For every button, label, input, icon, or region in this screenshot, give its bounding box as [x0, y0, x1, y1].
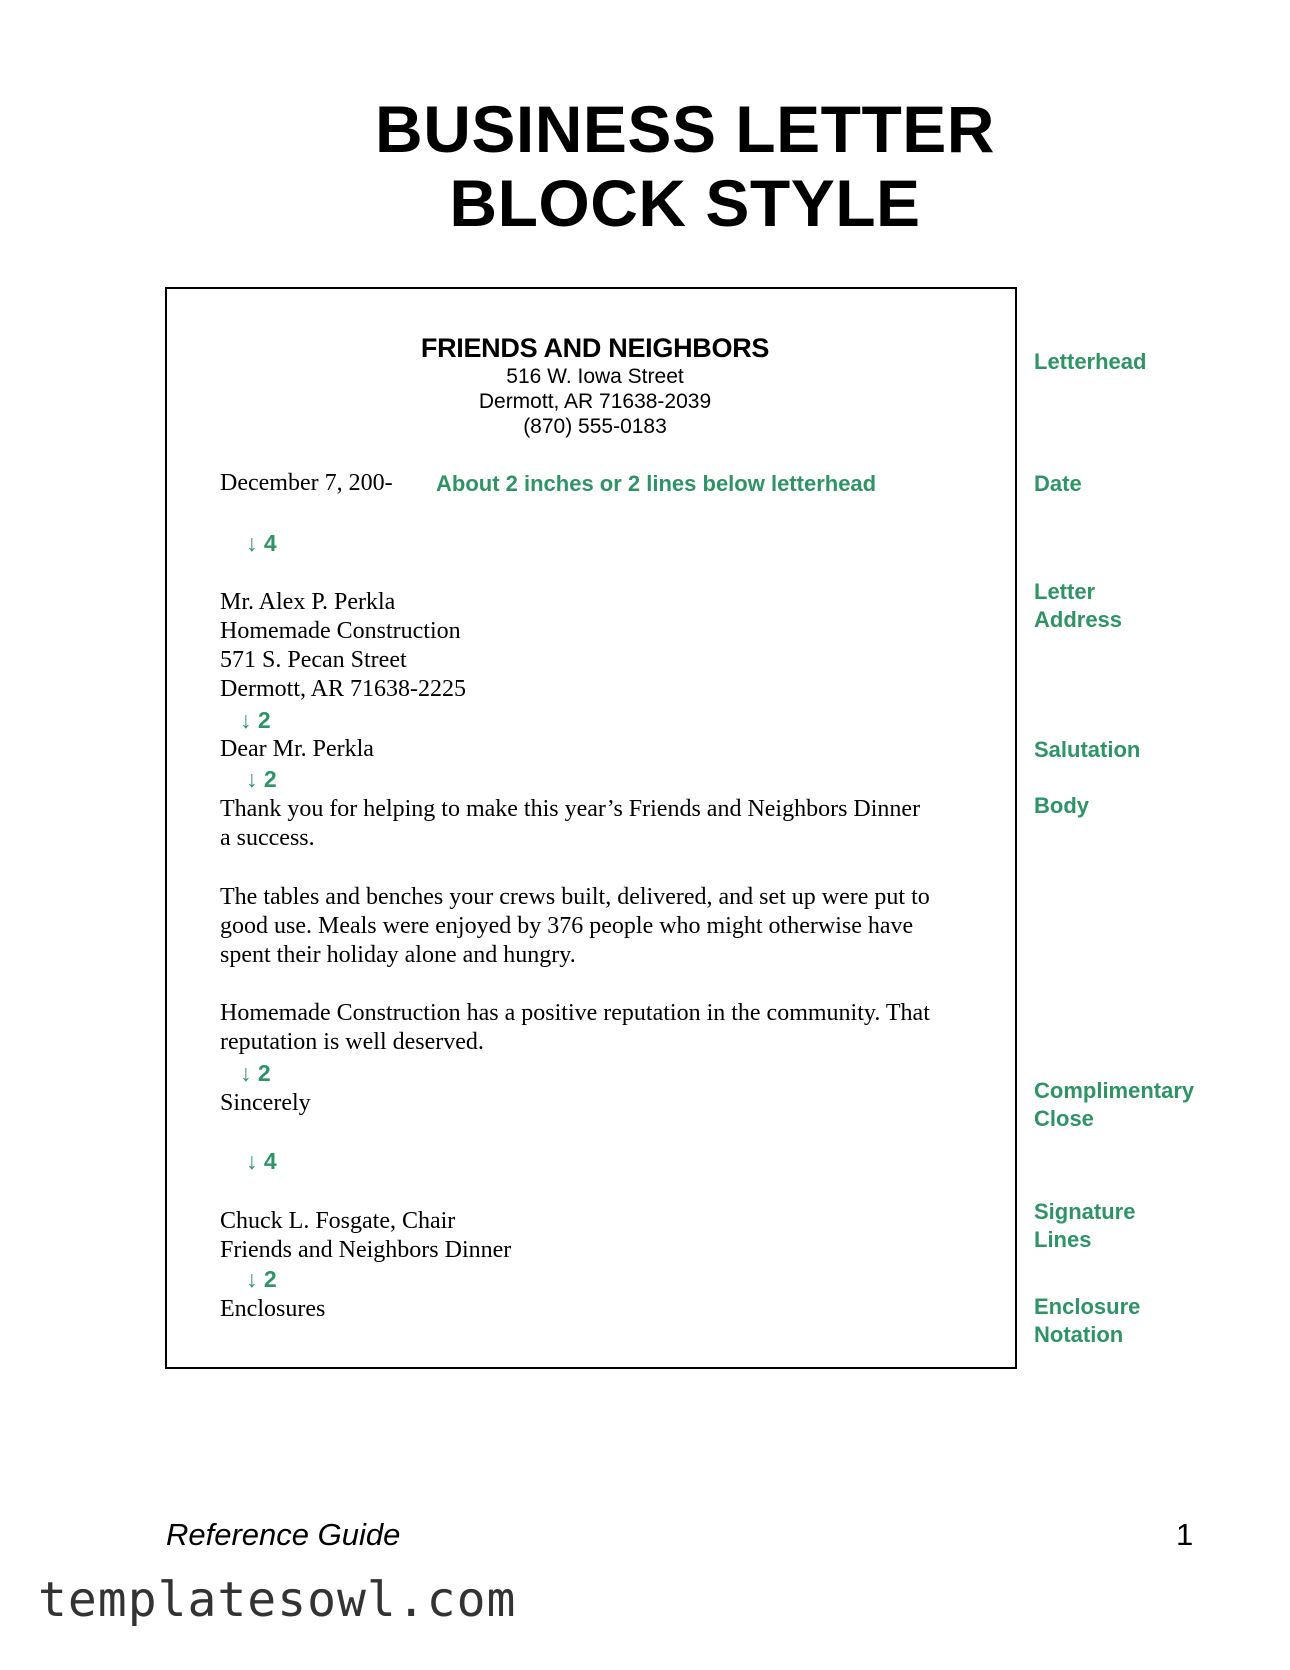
label-body: Body [1034, 793, 1089, 818]
spacing-marker-after-salutation: ↓ 2 [246, 766, 277, 792]
address-line: Dermott, AR 71638-2225 [220, 676, 466, 702]
title-line-2: BLOCK STYLE [449, 166, 921, 240]
body-line: Homemade Construction has a positive reputation in the community. That [220, 1000, 930, 1026]
page-title [0, 92, 1290, 240]
label-date: Date [1034, 471, 1082, 496]
spacing-marker-after-close: ↓ 4 [246, 1148, 277, 1174]
address-line: Homemade Construction [220, 618, 461, 644]
label-complimentary-close [1034, 1077, 1194, 1133]
address-line: 571 S. Pecan Street [220, 647, 407, 673]
body-line: The tables and benches your crews built, delivered, and set up were put to [220, 884, 930, 910]
label-line: Lines [1034, 1227, 1092, 1252]
label-letterhead: Letterhead [1034, 349, 1147, 374]
body-line: Thank you for helping to make this year’s Friends and Neighbors Dinner [220, 796, 921, 822]
label-line: Complimentary [1034, 1078, 1195, 1103]
signature-line: Friends and Neighbors Dinner [220, 1237, 512, 1263]
label-line: Address [1034, 607, 1123, 632]
salutation: Dear Mr. Perkla [220, 736, 374, 762]
spacing-marker-after-date: ↓ 4 [246, 530, 277, 556]
letterhead-name: FRIENDS AND NEIGHBORS [420, 333, 770, 363]
watermark: templatesowl.com [38, 1572, 517, 1628]
complimentary-close: Sincerely [220, 1090, 311, 1116]
label-signature-lines [1034, 1198, 1135, 1254]
spacing-marker-after-body: ↓ 2 [240, 1060, 271, 1086]
label-line: Notation [1034, 1322, 1124, 1347]
label-enclosure-notation [1034, 1293, 1140, 1349]
enclosure-notation: Enclosures [220, 1296, 326, 1322]
footer-title: Reference Guide [166, 1517, 401, 1552]
letter-date: December 7, 200- [220, 470, 393, 496]
spacing-marker-after-signature: ↓ 2 [246, 1266, 277, 1292]
address-line: Mr. Alex P. Perkla [220, 589, 396, 615]
letterhead-phone: (870) 555-0183 [523, 415, 667, 438]
body-line: reputation is well deserved. [220, 1029, 484, 1055]
body-line: good use. Meals were enjoyed by 376 people who might otherwise have [220, 913, 914, 939]
spacing-marker-after-address: ↓ 2 [240, 707, 271, 733]
label-line: Letter [1034, 579, 1096, 604]
label-line: Close [1034, 1106, 1094, 1131]
signature-line: Chuck L. Fosgate, Chair [220, 1208, 456, 1234]
label-line: Signature [1034, 1199, 1136, 1224]
title-line-1: BUSINESS LETTER [375, 92, 995, 166]
label-salutation: Salutation [1034, 737, 1141, 762]
letterhead-city: Dermott, AR 71638-2039 [478, 390, 712, 413]
date-note: About 2 inches or 2 lines below letterhead [436, 471, 877, 496]
label-line: Enclosure [1034, 1294, 1141, 1319]
label-letter-address [1034, 578, 1122, 634]
body-line: a success. [220, 825, 315, 851]
letterhead-street: 516 W. Iowa Street [506, 365, 684, 388]
body-line: spent their holiday alone and hungry. [220, 942, 576, 968]
page-number: 1 [1176, 1517, 1194, 1552]
